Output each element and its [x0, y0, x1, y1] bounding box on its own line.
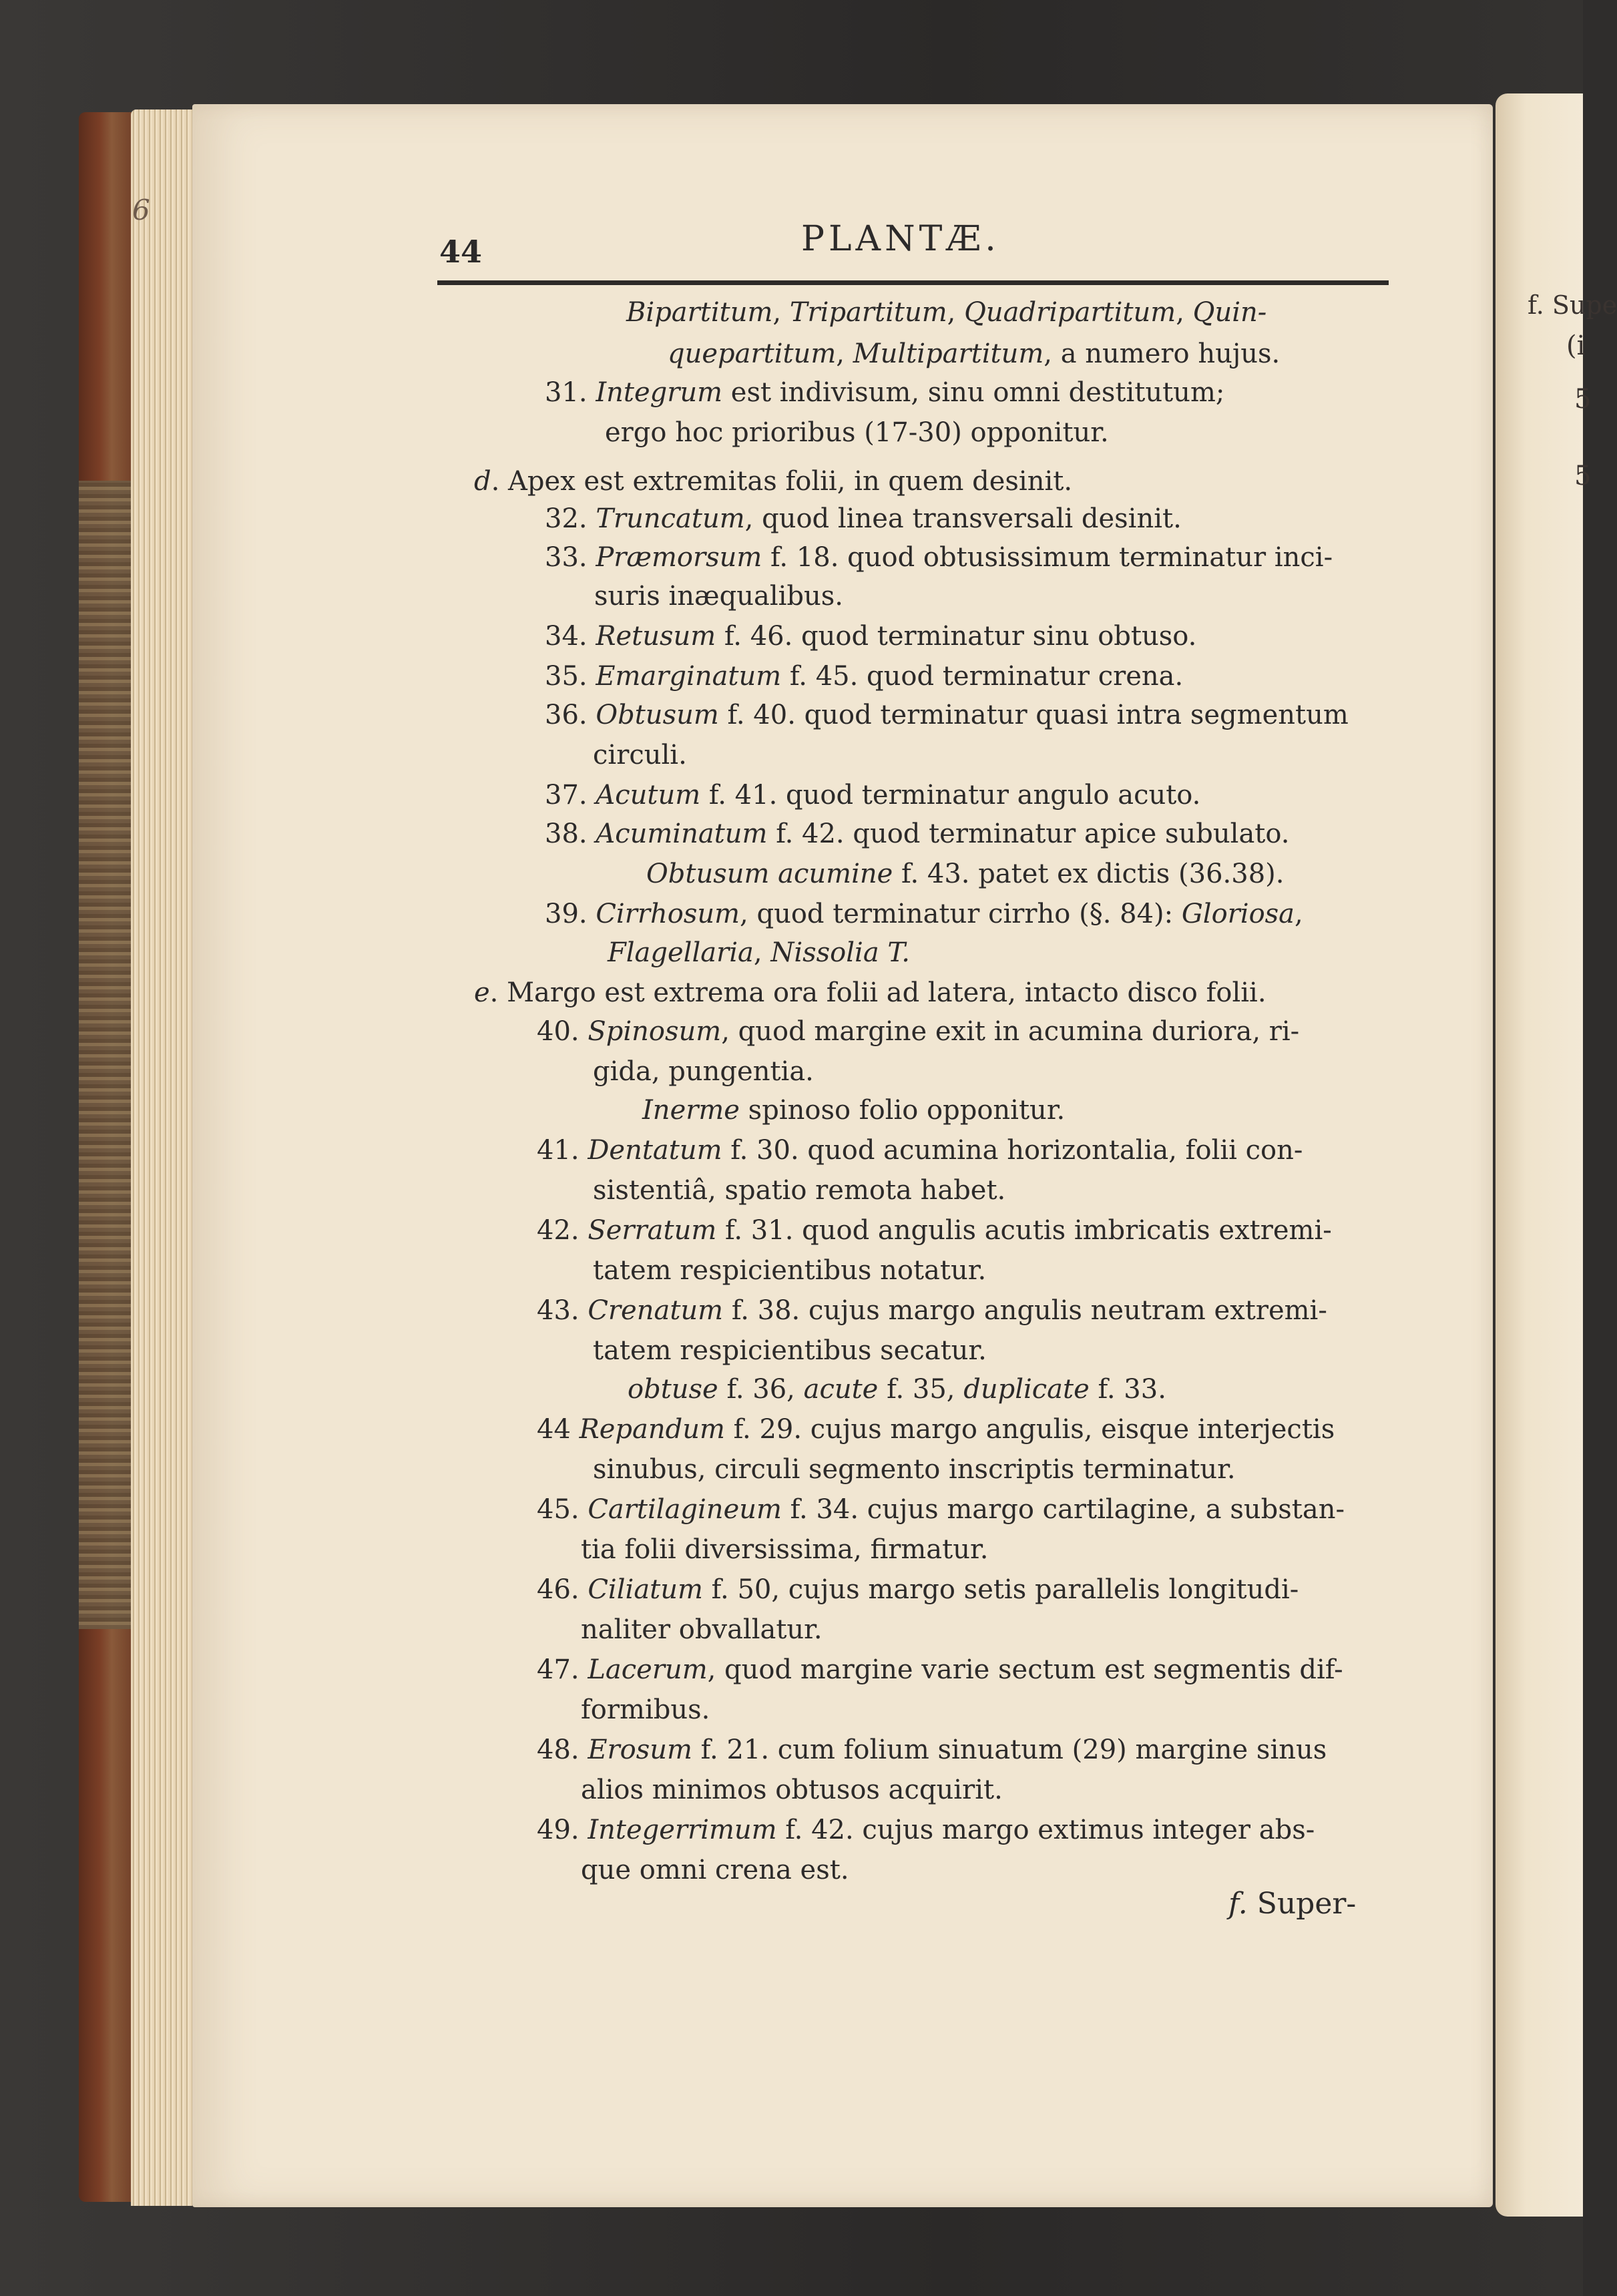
text-line [628, 1376, 1166, 1403]
text-segment: est indivisum, sinu omni destitutum; [722, 377, 1225, 408]
text-segment: 46. [537, 1574, 588, 1605]
page-edges [131, 109, 192, 2206]
text-line [626, 299, 1266, 326]
italic-segment: Retusum [596, 621, 716, 652]
text-segment: sistentiâ, spatio remota habet. [593, 1175, 1006, 1206]
text-segment: f. 29. cujus margo angulis, eisque interjectis [724, 1414, 1335, 1445]
text-segment: 40. [537, 1016, 588, 1047]
text-segment: f. 50, cujus margo setis parallelis longitudi- [702, 1574, 1299, 1605]
text-segment: f. 36, [718, 1374, 804, 1405]
text-segment: formibus. [581, 1694, 710, 1725]
text-line [545, 702, 1349, 728]
text-line [593, 1177, 1005, 1204]
text-segment: f. 42. cujus margo extimus integer abs- [776, 1815, 1315, 1845]
margin-pencil-note: 6 [132, 194, 150, 226]
text-line [545, 505, 1182, 532]
italic-segment: Integerrimum [588, 1815, 777, 1845]
text-segment: . Margo est extrema ora folii ad latera, intacto disco folii. [489, 977, 1266, 1008]
text-segment: naliter obvallatur. [581, 1614, 823, 1645]
text-segment: 32. [545, 503, 596, 534]
text-segment: , quod margine exit in acumina duriora, ri- [721, 1016, 1300, 1047]
text-line [594, 583, 843, 610]
catchword-word: Super- [1256, 1887, 1357, 1921]
text-line [668, 340, 1280, 367]
text-segment: 38. [545, 819, 596, 849]
text-line [537, 1576, 1299, 1603]
italic-segment: Flagellaria [608, 937, 754, 968]
text-segment: , [753, 937, 771, 968]
text-segment: 31. [545, 377, 596, 408]
italic-segment: Multipartitum [853, 338, 1044, 369]
text-segment: , [947, 297, 965, 328]
text-segment: gida, pungentia. [593, 1056, 814, 1087]
italic-segment: Obtusum [596, 700, 719, 730]
catchword [1228, 1887, 1356, 1921]
text-segment: 41. [537, 1135, 588, 1166]
italic-segment: Gloriosa [1181, 899, 1295, 929]
italic-segment: obtuse [628, 1374, 718, 1405]
text-line [537, 1137, 1303, 1164]
text-segment: 36. [545, 700, 596, 730]
text-line [593, 1257, 986, 1284]
italic-segment: Inerme [642, 1095, 740, 1126]
text-line [474, 468, 1072, 495]
text-segment: , [836, 338, 853, 369]
text-line [642, 1097, 1065, 1124]
text-segment: f. 31. quod angulis acutis imbricatis extremi- [716, 1215, 1332, 1246]
italic-segment: Lacerum [588, 1654, 708, 1685]
text-segment: 43. [537, 1295, 588, 1326]
text-segment: f. 46. quod terminatur sinu obtuso. [716, 621, 1197, 652]
italic-segment: d [474, 466, 491, 497]
italic-segment: Emarginatum [596, 661, 782, 692]
text-line [545, 663, 1183, 690]
text-segment: , [772, 297, 790, 328]
italic-segment: Truncatum [596, 503, 745, 534]
text-line [537, 1018, 1299, 1045]
text-segment: , quod terminatur cirrho (§. 84): [740, 899, 1182, 929]
text-segment: f. 35, [878, 1374, 964, 1405]
italic-segment: Dentatum [588, 1135, 722, 1166]
text-segment: tatem respicientibus notatur. [593, 1255, 987, 1286]
text-segment: tia folii diversissima, firmatur. [581, 1534, 989, 1565]
text-segment: sinubus, circuli segmento inscriptis terminatur. [593, 1454, 1236, 1485]
text-line [605, 419, 1109, 446]
text-segment: . Apex est extremitas folii, in quem desinit. [491, 466, 1073, 497]
text-line [593, 1337, 987, 1364]
italic-segment: Quin- [1192, 297, 1267, 328]
text-line [545, 379, 1224, 406]
text-line [545, 782, 1200, 809]
catchword-letter: f. [1228, 1887, 1248, 1921]
facing-line: 5 [1574, 384, 1592, 415]
text-segment: f. 33. [1089, 1374, 1166, 1405]
text-segment: , [1176, 297, 1193, 328]
text-line [581, 1777, 1003, 1803]
italic-segment: Crenatum [588, 1295, 724, 1326]
italic-segment: Cartilagineum [588, 1494, 782, 1525]
text-line [537, 1496, 1345, 1523]
text-line [593, 742, 687, 768]
text-line [537, 1817, 1315, 1843]
text-segment: f. 43. patet ex dictis (36.38). [893, 859, 1285, 889]
text-segment: 48. [537, 1735, 588, 1765]
text-line [581, 1616, 823, 1643]
italic-segment: quepartitum [668, 338, 837, 369]
text-line [646, 861, 1284, 887]
text-line [545, 623, 1196, 650]
text-segment: f. 41. quod terminatur angulo acuto. [700, 780, 1201, 811]
text-line [537, 1737, 1327, 1763]
text-segment: f. 40. quod terminatur quasi intra segmentum [718, 700, 1349, 730]
text-segment: , a numero hujus. [1044, 338, 1281, 369]
text-segment: 39. [545, 899, 596, 929]
text-segment: ergo hoc prioribus (17-30) opponitur. [605, 417, 1109, 448]
text-segment: f. 45. quod terminatur crena. [781, 661, 1184, 692]
italic-segment: duplicate [963, 1374, 1090, 1405]
text-line [593, 1456, 1236, 1483]
text-segment: 45. [537, 1494, 588, 1525]
text-segment: f. 18. quod obtusissimum terminatur inci- [762, 542, 1333, 573]
text-segment: alios minimos obtusos acquirit. [581, 1775, 1003, 1805]
text-segment: que omni crena est. [581, 1855, 849, 1885]
italic-segment: acute [803, 1374, 879, 1405]
text-segment: f. 38. cujus margo angulis neutram extremi- [723, 1295, 1327, 1326]
text-segment: f. 30. quod acumina horizontalia, folii con- [722, 1135, 1303, 1166]
running-title: PLANTÆ. [801, 219, 1000, 259]
header-rule [437, 280, 1389, 285]
text-line [545, 821, 1289, 847]
text-line [545, 901, 1303, 927]
book-cover-marbling [79, 481, 131, 1629]
text-segment: 47. [537, 1654, 588, 1685]
italic-segment: Tripartitum [789, 297, 947, 328]
italic-segment: Acuminatum [596, 819, 768, 849]
text-line [581, 1696, 710, 1723]
text-line [581, 1857, 849, 1883]
text-line [545, 544, 1333, 571]
italic-segment: Erosum [588, 1735, 692, 1765]
text-segment: 49. [537, 1815, 588, 1845]
italic-segment: Acutum [596, 780, 701, 811]
text-segment: 34. [545, 621, 596, 652]
text-line [537, 1656, 1343, 1683]
text-line [581, 1536, 988, 1563]
italic-segment: Cirrhosum [596, 899, 740, 929]
text-segment: 33. [545, 542, 596, 573]
italic-segment: Præmorsum [596, 542, 762, 573]
text-segment: 44 [537, 1414, 580, 1445]
italic-segment: Ciliatum [588, 1574, 703, 1605]
italic-segment: e [474, 977, 490, 1008]
text-line [593, 1058, 814, 1085]
text-segment: 35. [545, 661, 596, 692]
italic-segment: Obtusum acumine [646, 859, 893, 889]
italic-segment: Serratum [588, 1215, 717, 1246]
italic-segment: Repandum [579, 1414, 725, 1445]
italic-segment: Quadripartitum [964, 297, 1176, 328]
text-segment: f. 42. quod terminatur apice subulato. [767, 819, 1290, 849]
text-line [474, 979, 1266, 1006]
text-segment: tatem respicientibus secatur. [593, 1335, 987, 1366]
facing-line: 5 [1574, 461, 1592, 491]
text-line [537, 1416, 1335, 1443]
italic-segment: Bipartitum [626, 297, 773, 328]
text-segment: , quod margine varie sectum est segmentis dif- [707, 1654, 1343, 1685]
italic-segment: Integrum [596, 377, 723, 408]
italic-segment: Spinosum [588, 1016, 722, 1047]
text-segment: spinoso folio opponitur. [739, 1095, 1066, 1126]
text-segment: , quod linea transversali desinit. [744, 503, 1182, 534]
text-segment: 37. [545, 780, 596, 811]
text-line [537, 1217, 1332, 1244]
facing-line: (i [1566, 330, 1586, 361]
page-number: 44 [439, 234, 483, 270]
facing-line: f. Supe [1528, 290, 1617, 320]
text-segment: , [1295, 899, 1303, 929]
italic-segment: Nissolia T. [770, 937, 910, 968]
text-line [537, 1297, 1327, 1324]
facing-page [1495, 93, 1586, 2217]
text-segment: circuli. [593, 740, 687, 770]
text-segment: f. 34. cujus margo cartilagine, a substan- [781, 1494, 1345, 1525]
text-line [608, 939, 910, 966]
text-segment: suris inæqualibus. [594, 581, 844, 612]
text-segment: f. 21. cum folium sinuatum (29) margine sinus [692, 1735, 1327, 1765]
text-segment: 42. [537, 1215, 588, 1246]
